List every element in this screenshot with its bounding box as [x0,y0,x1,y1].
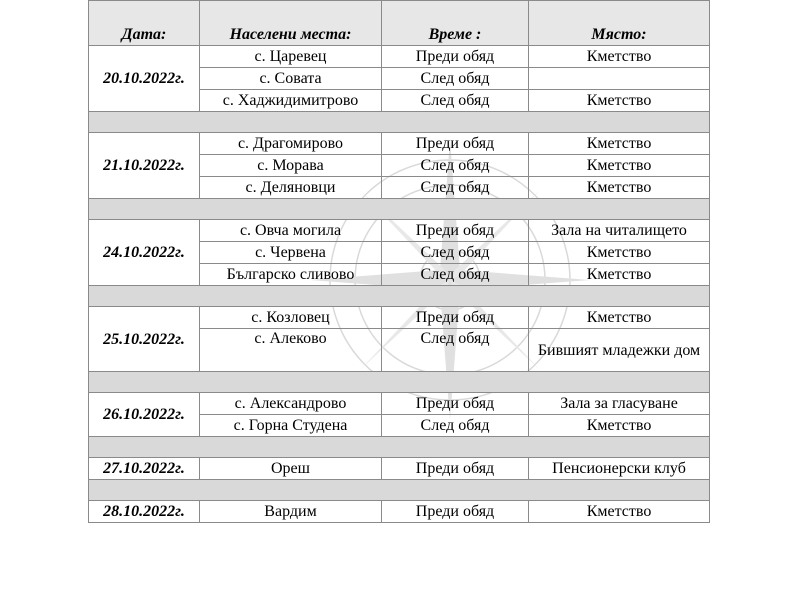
time-cell: След обяд [382,242,529,264]
place-cell: Вардим [200,501,382,523]
place-cell: с. Деляновци [200,177,382,199]
header-location: Място: [529,1,710,46]
location-cell: Кметство [529,501,710,523]
place-cell: с. Горна Студена [200,415,382,437]
location-cell: Кметство [529,307,710,329]
place-cell: с. Александрово [200,393,382,415]
separator-row [89,480,710,501]
separator-row [89,112,710,133]
time-cell: След обяд [382,90,529,112]
location-cell: Пенсионерски клуб [529,458,710,480]
date-cell: 27.10.2022г. [89,458,200,480]
time-cell: След обяд [382,415,529,437]
header-time: Време : [382,1,529,46]
table-row [89,46,710,68]
date-cell: 25.10.2022г. [89,307,200,372]
table-header-row [89,1,710,46]
time-cell: След обяд [382,264,529,286]
place-cell: Ореш [200,458,382,480]
place-cell: с. Царевец [200,46,382,68]
location-cell: Кметство [529,133,710,155]
place-cell: с. Морава [200,155,382,177]
location-cell [529,68,710,90]
separator-row [89,372,710,393]
place-cell: с. Червена [200,242,382,264]
place-cell: с. Совата [200,68,382,90]
table-row [89,307,710,329]
time-cell: Преди обяд [382,307,529,329]
table-row [89,393,710,415]
date-cell: 20.10.2022г. [89,46,200,112]
time-cell: Преди обяд [382,393,529,415]
time-cell: Преди обяд [382,220,529,242]
place-cell: с. Хаджидимитрово [200,90,382,112]
place-cell: Българско сливово [200,264,382,286]
table-row [89,501,710,523]
location-cell: Кметство [529,155,710,177]
header-places: Населени места: [200,1,382,46]
location-cell: Бившият младежки дом [529,329,710,372]
location-cell: Кметство [529,90,710,112]
location-cell: Кметство [529,46,710,68]
table-row [89,458,710,480]
location-cell: Кметство [529,177,710,199]
separator-row [89,199,710,220]
table-row [89,133,710,155]
time-cell: След обяд [382,329,529,372]
header-date: Дата: [89,1,200,46]
separator-row [89,437,710,458]
place-cell: с. Овча могила [200,220,382,242]
date-cell: 24.10.2022г. [89,220,200,286]
time-cell: След обяд [382,155,529,177]
date-cell: 21.10.2022г. [89,133,200,199]
location-cell: Зала на читалището [529,220,710,242]
date-cell: 26.10.2022г. [89,393,200,437]
separator-row [89,286,710,307]
location-cell: Кметство [529,242,710,264]
time-cell: Преди обяд [382,458,529,480]
place-cell: с. Козловец [200,307,382,329]
place-cell: с. Драгомирово [200,133,382,155]
location-cell: Кметство [529,264,710,286]
time-cell: Преди обяд [382,46,529,68]
table-row [89,220,710,242]
time-cell: След обяд [382,68,529,90]
place-cell: с. Алеково [200,329,382,372]
time-cell: Преди обяд [382,133,529,155]
location-cell: Кметство [529,415,710,437]
time-cell: Преди обяд [382,501,529,523]
schedule-table [88,0,710,523]
time-cell: След обяд [382,177,529,199]
date-cell: 28.10.2022г. [89,501,200,523]
location-cell: Зала за гласуване [529,393,710,415]
